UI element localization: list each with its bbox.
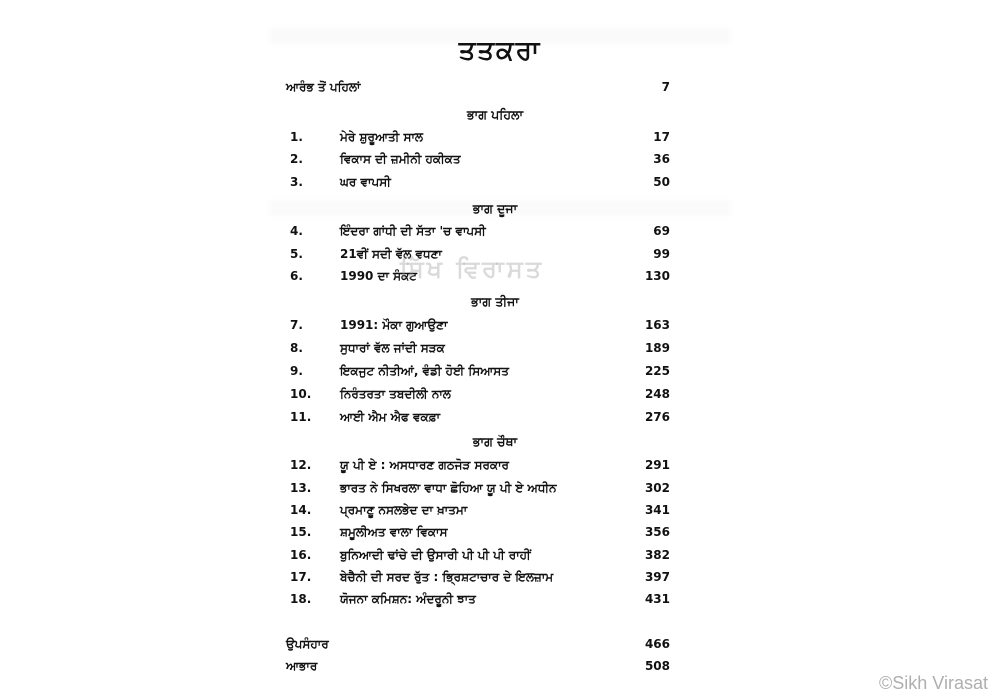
- toc-row: [0, 458, 1000, 480]
- toc-entry-number: 2.: [290, 152, 303, 166]
- toc-entry-label: 1991: ਮੌਕਾ ਗੁਆਉਣਾ: [340, 318, 448, 332]
- toc-entry-label: ਬੇਚੈਨੀ ਦੀ ਸਰਦ ਰੁੱਤ : ਭ੍ਰਿਸ਼ਟਾਚਾਰ ਦੇ ਇਲਜ਼ਾਮ: [340, 570, 554, 584]
- section-heading-row: [0, 434, 1000, 456]
- toc-entry-label: ਵਿਕਾਸ ਦੀ ਜ਼ਮੀਨੀ ਹਕੀਕਤ: [340, 152, 461, 166]
- toc-entry-page: 291: [644, 458, 670, 472]
- toc-entry-number: 9.: [290, 364, 303, 378]
- toc-row: [0, 410, 1000, 432]
- toc-entry-page: 130: [644, 269, 670, 283]
- toc-entry-label: ਮੇਰੇ ਸ਼ੁਰੂਆਤੀ ਸਾਲ: [340, 130, 424, 144]
- toc-entry-number: 13.: [290, 481, 312, 495]
- toc-entry-label: ਆਰੰਭ ਤੋਂ ਪਹਿਲਾਂ: [286, 80, 361, 94]
- toc-row: [0, 592, 1000, 614]
- toc-entry-number: 4.: [290, 224, 303, 238]
- toc-entry-label: 21ਵੀਂ ਸਦੀ ਵੱਲ ਵਧਣਾ: [340, 247, 442, 261]
- toc-row: [0, 503, 1000, 525]
- toc-entry-label: ਬੁਨਿਆਦੀ ਢਾਂਚੇ ਦੀ ਉਸਾਰੀ ਪੀ ਪੀ ਪੀ ਰਾਹੀਂ: [340, 548, 531, 562]
- toc-row: [0, 152, 1000, 174]
- watermark-text: ਸਿੱਖ ਵਿਰਾਸਤ: [400, 255, 545, 283]
- toc-entry-page: 508: [644, 659, 670, 673]
- toc-entry-label: ਨਿਰੰਤਰਤਾ ਤਬਦੀਲੀ ਨਾਲ: [340, 387, 451, 401]
- toc-entry-label: ਯੂ ਪੀ ਏ : ਅਸਧਾਰਣ ਗਠਜੋੜ ਸਰਕਾਰ: [340, 458, 509, 472]
- toc-entry-page: 382: [644, 548, 670, 562]
- section-heading-row: [0, 201, 1000, 223]
- toc-entry-page: 276: [644, 410, 670, 424]
- toc-entry-page: 397: [644, 570, 670, 584]
- toc-entry-page: 225: [644, 364, 670, 378]
- toc-row: [0, 364, 1000, 386]
- toc-row: [0, 175, 1000, 197]
- toc-entry-number: 11.: [290, 410, 312, 424]
- toc-entry-number: 18.: [290, 592, 312, 606]
- toc-row: [0, 387, 1000, 409]
- page-title: ਤਤਕਰਾ: [458, 36, 542, 66]
- toc-entry-number: 10.: [290, 387, 312, 401]
- toc-entry-number: 1.: [290, 130, 303, 144]
- credit-watermark: ©Sikh Virasat: [879, 673, 988, 693]
- toc-row: [0, 224, 1000, 246]
- toc-entry-page: 302: [644, 481, 670, 495]
- toc-entry-page: 99: [653, 247, 670, 261]
- section-heading: ਭਾਗ ਚੌਥਾ: [472, 434, 518, 449]
- toc-entry-number: 16.: [290, 548, 312, 562]
- toc-entry-number: 12.: [290, 458, 312, 472]
- toc-entry-label: ਆਭਾਰ: [286, 659, 318, 673]
- toc-entry-page: 431: [644, 592, 670, 606]
- toc-entry-page: 356: [644, 525, 670, 539]
- toc-entry-label: ਉਪਸੰਹਾਰ: [286, 637, 329, 651]
- section-heading: ਭਾਗ ਤੀਜਾ: [471, 294, 519, 309]
- toc-entry-label: ਇਕਜੁਟ ਨੀਤੀਆਂ, ਵੰਡੀ ਹੋਈ ਸਿਆਸਤ: [340, 364, 509, 378]
- toc-row: [0, 130, 1000, 152]
- toc-entry-label: ਸੁਧਾਰਾਂ ਵੱਲ ਜਾਂਦੀ ਸੜਕ: [340, 341, 445, 355]
- toc-preface-row: [0, 80, 1000, 102]
- toc-entry-page: 36: [653, 152, 670, 166]
- section-heading-row: [0, 294, 1000, 316]
- toc-entry-label: ਪ੍ਰਮਾਣੂ ਨਸਲਭੇਦ ਦਾ ਖ਼ਾਤਮਾ: [340, 503, 468, 517]
- toc-entry-page: 341: [644, 503, 670, 517]
- toc-row: [0, 570, 1000, 592]
- toc-entry-page: 163: [644, 318, 670, 332]
- toc-entry-page: 50: [653, 175, 670, 189]
- toc-entry-page: 466: [644, 637, 670, 651]
- toc-backmatter-row: [0, 659, 1000, 681]
- toc-entry-number: 15.: [290, 525, 312, 539]
- section-heading: ਭਾਗ ਦੂਜਾ: [472, 201, 518, 216]
- toc-backmatter-row: [0, 637, 1000, 659]
- toc-entry-label: ਭਾਰਤ ਨੇ ਸਿਖਰਲਾ ਵਾਧਾ ਛੋਹਿਆ ਯੂ ਪੀ ਏ ਅਧੀਨ: [340, 481, 557, 495]
- toc-entry-page: 17: [653, 130, 670, 144]
- toc-entry-page: 189: [644, 341, 670, 355]
- toc-entry-label: 1990 ਦਾ ਸੰਕਟ: [340, 269, 417, 283]
- section-heading-row: [0, 107, 1000, 129]
- toc-entry-label: ਘਰ ਵਾਪਸੀ: [340, 175, 391, 189]
- toc-entry-number: 8.: [290, 341, 303, 355]
- toc-entry-page: 7: [661, 80, 670, 94]
- toc-row: [0, 548, 1000, 570]
- toc-entry-page: 248: [644, 387, 670, 401]
- toc-entry-number: 6.: [290, 269, 303, 283]
- toc-entry-number: 14.: [290, 503, 312, 517]
- toc-entry-number: 3.: [290, 175, 303, 189]
- toc-entry-label: ਆਈ ਐਮ ਐਫ ਵਕਫ਼ਾ: [340, 410, 441, 424]
- toc-entry-number: 7.: [290, 318, 303, 332]
- section-heading: ਭਾਗ ਪਹਿਲਾ: [466, 107, 524, 122]
- toc-entry-page: 69: [653, 224, 670, 238]
- toc-entry-label: ਯੋਜਨਾ ਕਮਿਸ਼ਨ: ਅੰਦਰੂਨੀ ਝਾਤ: [340, 592, 476, 606]
- toc-entry-label: ਸ਼ਮੂਲੀਅਤ ਵਾਲਾ ਵਿਕਾਸ: [340, 525, 448, 539]
- toc-entry-number: 5.: [290, 247, 303, 261]
- toc-row: [0, 525, 1000, 547]
- toc-row: [0, 318, 1000, 340]
- toc-entry-number: 17.: [290, 570, 312, 584]
- toc-row: [0, 481, 1000, 503]
- toc-entry-label: ਇੰਦਰਾ ਗਾਂਧੀ ਦੀ ਸੱਤਾ 'ਚ ਵਾਪਸੀ: [340, 224, 486, 238]
- toc-row: [0, 341, 1000, 363]
